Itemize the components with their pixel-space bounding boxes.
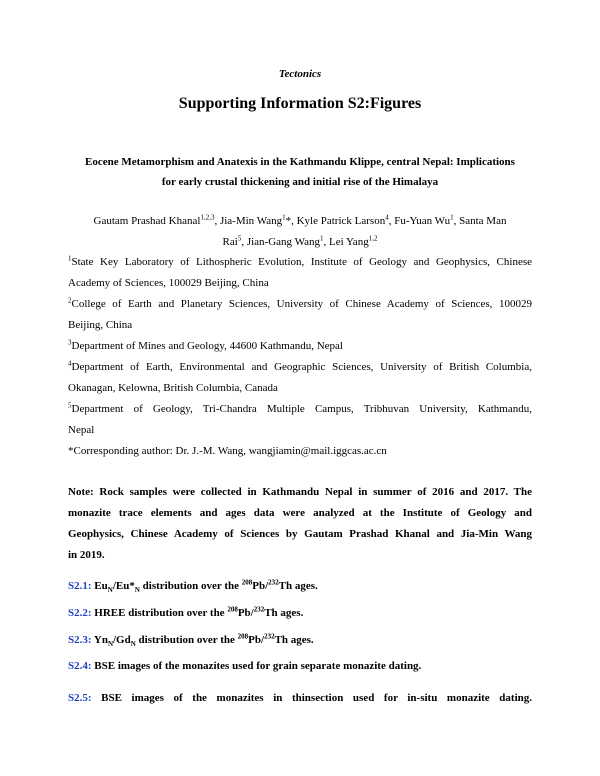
figure-caption-s2-4	[68, 656, 532, 677]
figure-caption-s2-1	[68, 576, 532, 597]
figure-link-s2-3[interactable]: S2.3:	[68, 634, 92, 646]
caption-text: distribution over the	[139, 580, 242, 592]
affiliation-marker: 4	[385, 213, 389, 222]
affiliation-text: Okanagan, Kelowna, British Columbia, Canada	[68, 382, 278, 394]
author-name: , Jia-Min Wang	[214, 215, 283, 227]
paper-title-line-2: for early crustal thickening and initial rise of the Himalaya	[161, 176, 439, 188]
author-list	[68, 211, 532, 253]
author-name: , Fu-Yuan Wu	[388, 215, 451, 227]
affiliation-5	[68, 399, 532, 441]
affiliation-text: Department of Mines and Geology, 44600 Kathmandu, Nepal	[71, 340, 343, 352]
caption-text: Th ages.	[264, 607, 304, 619]
caption-text: Pb/	[252, 580, 269, 592]
affiliation-text: Nepal	[68, 424, 95, 436]
caption-text: Yn	[91, 634, 108, 646]
affiliation-marker: 5	[237, 234, 242, 243]
caption-text: Th ages.	[274, 634, 314, 646]
affiliation-2	[68, 294, 532, 336]
caption-superscript: 232	[264, 632, 275, 641]
affiliation-marker: 1,2,3	[200, 213, 215, 222]
figure-link-s2-2[interactable]: S2.2:	[68, 607, 92, 619]
caption-superscript: 232	[253, 605, 265, 614]
affiliation-text: Department of Geology, Tri-Chandra Multiple Campus, Tribhuvan University, Kathmandu,	[71, 403, 532, 415]
figure-link-s2-4[interactable]: S2.4:	[68, 660, 92, 672]
caption-text: BSE images of the monazites used for grain separate monazite dating.	[91, 660, 422, 672]
caption-superscript: 232	[268, 578, 279, 587]
author-name: Gautam Prashad Khanal	[93, 215, 201, 227]
caption-subscript: N	[134, 586, 140, 595]
affiliation-text: Academy of Sciences, 100029 Beijing, China	[68, 277, 269, 289]
note-line: Note: Rock samples were collected in Kathmandu Nepal in summer of 2016 and 2017. The	[68, 486, 532, 498]
author-name: Rai	[222, 236, 238, 248]
author-name: , Lei Yang	[323, 236, 369, 248]
affiliation-3	[68, 336, 532, 357]
paper-title	[60, 152, 540, 192]
figure-link-s2-1[interactable]: S2.1:	[68, 580, 92, 592]
affiliation-marker: 1,2	[368, 234, 378, 243]
note-paragraph	[68, 482, 532, 566]
note-line: Geophysics, Chinese Academy of Sciences by Gautam Prashad Khanal and Jia-Min Wang	[68, 528, 532, 540]
paper-title-line-1: Eocene Metamorphism and Anatexis in the Kathmandu Klippe, central Nepal: Implications	[85, 156, 515, 168]
caption-text: Pb/	[248, 634, 265, 646]
journal-name: Tectonics	[278, 68, 322, 80]
caption-text: Th ages.	[278, 580, 318, 592]
note-line: monazite trace elements and ages data were analyzed at the Institute of Geology and	[68, 507, 532, 519]
affiliation-number: 1	[68, 254, 72, 263]
caption-text: HREE distribution over the	[91, 607, 228, 619]
affiliation-text: College of Earth and Planetary Sciences, University of Chinese Academy of Sciences, 100029	[71, 298, 532, 310]
caption-subscript: N	[107, 640, 113, 649]
caption-text: /Gd	[113, 634, 131, 646]
caption-text: distribution over the	[135, 634, 238, 646]
caption-text: BSE images of the monazites in thinsection used for in-situ monazite dating.	[91, 692, 532, 704]
caption-text: /Eu*	[112, 580, 135, 592]
figure-link-s2-5[interactable]: S2.5:	[68, 692, 92, 704]
page-title: Supporting Information S2:Figures	[178, 95, 422, 112]
corresponding-author-text: *Corresponding author: Dr. J.-M. Wang, wangjiamin@mail.iggcas.ac.cn	[68, 445, 387, 457]
affiliation-number: 3	[68, 338, 72, 347]
caption-subscript: N	[130, 640, 136, 649]
corresponding-author	[68, 441, 532, 462]
affiliation-text: State Key Laboratory of Lithospheric Evolution, Institute of Geology and Geophysics, Chinese	[71, 256, 532, 268]
author-line-1	[68, 211, 532, 232]
affiliation-number: 5	[68, 401, 72, 410]
figure-caption-s2-2	[68, 603, 532, 624]
affiliation-marker: 1	[319, 234, 324, 243]
caption-superscript: 208	[227, 605, 238, 614]
caption-superscript: 208	[241, 578, 253, 587]
affiliation-number: 2	[68, 296, 72, 305]
caption-text: Eu	[91, 580, 108, 592]
affiliation-number: 4	[68, 359, 72, 368]
affiliation-marker: 1	[450, 213, 454, 222]
caption-text: Pb/	[237, 607, 254, 619]
author-name: , Santa Man	[453, 215, 507, 227]
affiliation-4	[68, 357, 532, 399]
author-name: *, Kyle Patrick Larson	[285, 215, 386, 227]
author-name: , Jian-Gang Wang	[241, 236, 320, 248]
caption-subscript: N	[107, 586, 113, 595]
note-line: in 2019.	[68, 549, 105, 561]
affiliation-text: Beijing, China	[68, 319, 133, 331]
caption-superscript: 208	[237, 632, 249, 641]
affiliation-marker: 1	[282, 213, 286, 222]
author-line-2	[68, 232, 532, 253]
affiliation-1	[68, 252, 532, 294]
figure-caption-s2-5	[68, 688, 532, 709]
figure-caption-s2-3	[68, 630, 532, 651]
affiliation-text: Department of Earth, Environmental and Geographic Sciences, University of British Columbia,	[71, 361, 532, 373]
